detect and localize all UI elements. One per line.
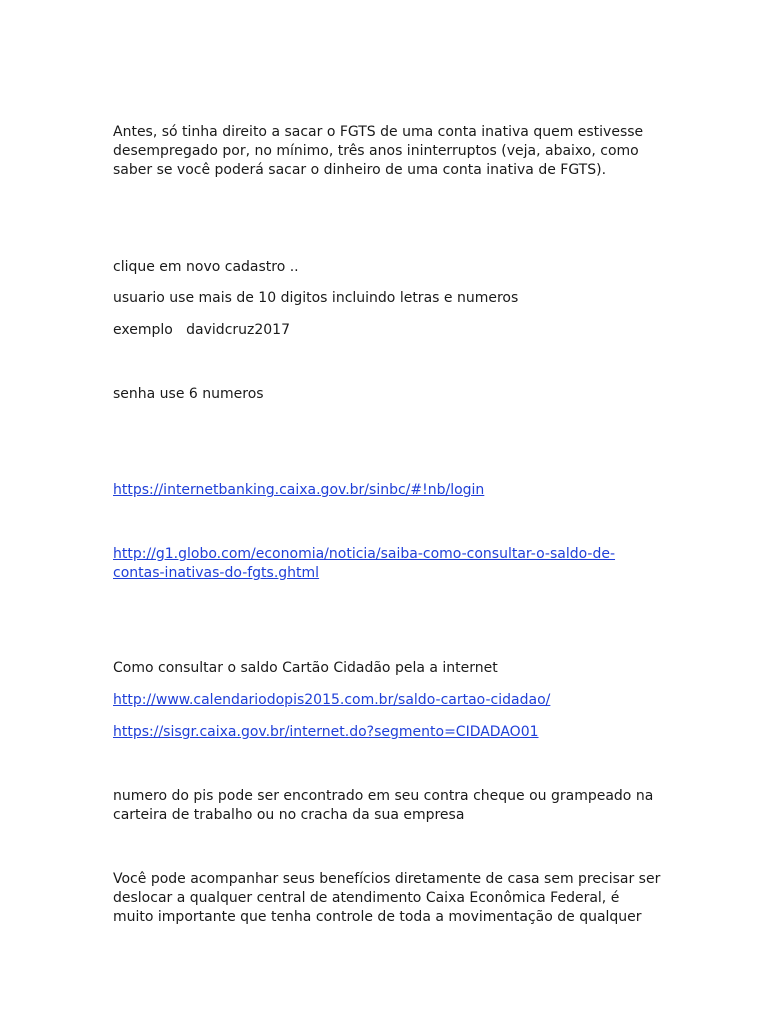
cartao-cidadao-heading: Como consultar o saldo Cartão Cidadão pela a internet [113, 660, 498, 676]
intro-line: Antes, só tinha direito a sacar o FGTS de uma conta inativa quem estivesse [113, 124, 644, 140]
intro-line: saber se você poderá sacar o dinheiro de uma conta inativa de FGTS). [113, 162, 607, 178]
g1-link-line[interactable]: contas-inativas-do-fgts.ghtml [113, 565, 320, 581]
step-exemplo: exemplo davidcruz2017 [113, 322, 290, 338]
g1-link[interactable] [113, 545, 673, 583]
sisgr-link[interactable]: https://sisgr.caixa.gov.br/internet.do?segmento=CIDADAO01 [113, 724, 539, 740]
g1-paragraph [113, 545, 673, 583]
beneficios-paragraph [113, 870, 673, 927]
step-usuario: usuario use mais de 10 digitos incluindo letras e numeros [113, 290, 519, 306]
sisgr-paragraph [113, 723, 673, 742]
g1-link-line[interactable]: http://g1.globo.com/economia/noticia/saiba-como-consultar-o-saldo-de- [113, 546, 616, 562]
step-novo-cadastro: clique em novo cadastro .. [113, 259, 299, 275]
intro-paragraph [113, 123, 673, 180]
pis-note-paragraph [113, 787, 673, 825]
step-senha: senha use 6 numeros [113, 386, 264, 402]
pis-note-line: carteira de trabalho ou no cracha da sua empresa [113, 807, 465, 823]
internetbanking-link[interactable]: https://internetbanking.caixa.gov.br/sinbc/#!nb/login [113, 482, 485, 498]
intro-line: desempregado por, no mínimo, três anos ininterruptos (veja, abaixo, como [113, 143, 639, 159]
pis-note-line: numero do pis pode ser encontrado em seu contra cheque ou grampeado na [113, 788, 654, 804]
beneficios-line: deslocar a qualquer central de atendimento Caixa Econômica Federal, é [113, 890, 620, 906]
beneficios-line: muito importante que tenha controle de toda a movimentação de qualquer [113, 909, 642, 925]
calendario-paragraph [113, 691, 673, 710]
internetbanking-paragraph [113, 481, 673, 500]
calendario-link[interactable]: http://www.calendariodopis2015.com.br/saldo-cartao-cidadao/ [113, 692, 551, 708]
beneficios-line: Você pode acompanhar seus benefícios diretamente de casa sem precisar ser [113, 871, 661, 887]
